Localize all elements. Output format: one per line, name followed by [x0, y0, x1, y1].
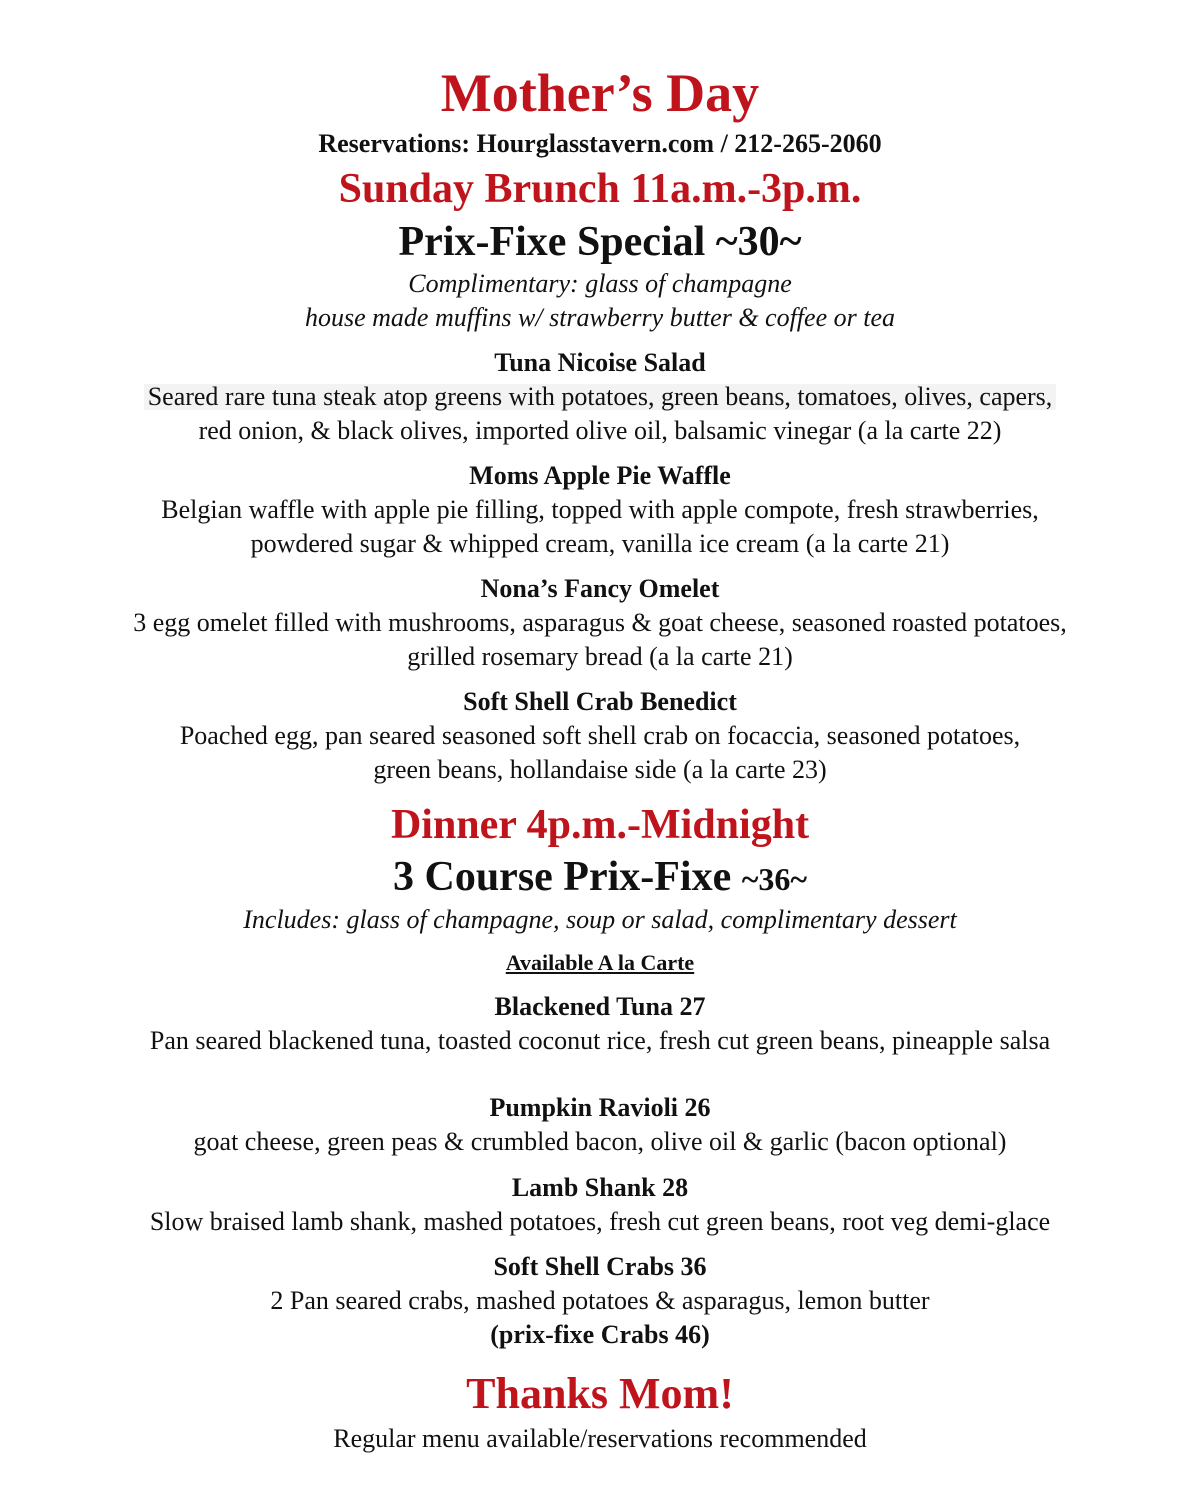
- dinner-item-title: Soft Shell Crabs 36: [493, 1252, 707, 1281]
- page-title: Mother’s Day: [440, 63, 760, 123]
- thanks-heading: Thanks Mom!: [466, 1369, 734, 1418]
- dinner-prix-fixe-label: 3 Course Prix-Fixe: [392, 854, 732, 900]
- brunch-item-description: 3 egg omelet filled with mushrooms, asparagus & goat cheese, seasoned roasted potatoes,: [133, 608, 1067, 637]
- brunch-item-description: grilled rosemary bread (a la carte 21): [407, 642, 793, 671]
- highlighted-description-line: Seared rare tuna steak atop greens with potatoes, green beans, tomatoes, olives, capers,: [144, 384, 1057, 410]
- brunch-item-title: Nona’s Fancy Omelet: [480, 574, 720, 603]
- dinner-item-description: Pan seared blackened tuna, toasted coconut rice, fresh cut green beans, pineapple salsa: [149, 1026, 1051, 1055]
- dinner-item-title: Pumpkin Ravioli 26: [489, 1093, 711, 1122]
- dinner-item-title: Blackened Tuna 27: [494, 992, 706, 1021]
- dinner-heading: Dinner 4p.m.-Midnight: [390, 802, 810, 848]
- brunch-prix-fixe: Prix-Fixe Special ~30~: [398, 219, 802, 265]
- brunch-item-description: [0, 384, 1200, 410]
- dinner-item-description: goat cheese, green peas & crumbled bacon, olive oil & garlic (bacon optional): [193, 1127, 1007, 1156]
- brunch-item-description: Poached egg, pan seared seasoned soft shell crab on focaccia, seasoned potatoes,: [179, 721, 1021, 750]
- brunch-complimentary-line-1: Complimentary: glass of champagne: [408, 269, 792, 298]
- brunch-item-description: Belgian waffle with apple pie filling, topped with apple compote, fresh strawberries,: [161, 495, 1039, 524]
- brunch-item-title: Moms Apple Pie Waffle: [469, 461, 731, 490]
- brunch-item-title: Soft Shell Crab Benedict: [463, 687, 737, 716]
- footer-note: Regular menu available/reservations recommended: [333, 1424, 867, 1453]
- brunch-item-title: Tuna Nicoise Salad: [494, 348, 706, 377]
- dinner-item-description: Slow braised lamb shank, mashed potatoes, fresh cut green beans, root veg demi-glace: [149, 1207, 1051, 1236]
- dinner-prix-fixe-price: ~36~: [741, 861, 808, 897]
- a-la-carte-label: Available A la Carte: [505, 950, 695, 975]
- dinner-includes: Includes: glass of champagne, soup or salad, complimentary dessert: [243, 905, 957, 934]
- brunch-heading: Sunday Brunch 11a.m.-3p.m.: [338, 166, 862, 212]
- brunch-item-description: red onion, & black olives, imported olive oil, balsamic vinegar (a la carte 22): [198, 416, 1002, 445]
- dinner-item-note: (prix-fixe Crabs 46): [490, 1320, 710, 1349]
- dinner-item-title: Lamb Shank 28: [511, 1173, 689, 1202]
- dinner-item-description: 2 Pan seared crabs, mashed potatoes & asparagus, lemon butter: [270, 1286, 930, 1315]
- brunch-item-description: powdered sugar & whipped cream, vanilla ice cream (a la carte 21): [250, 529, 950, 558]
- brunch-complimentary-line-2: house made muffins w/ strawberry butter & coffee or tea: [304, 303, 895, 332]
- brunch-item-description: green beans, hollandaise side (a la carte 23): [373, 755, 827, 784]
- dinner-prix-fixe: [0, 856, 1200, 898]
- reservations-line: Reservations: Hourglasstavern.com / 212-265-2060: [318, 129, 882, 158]
